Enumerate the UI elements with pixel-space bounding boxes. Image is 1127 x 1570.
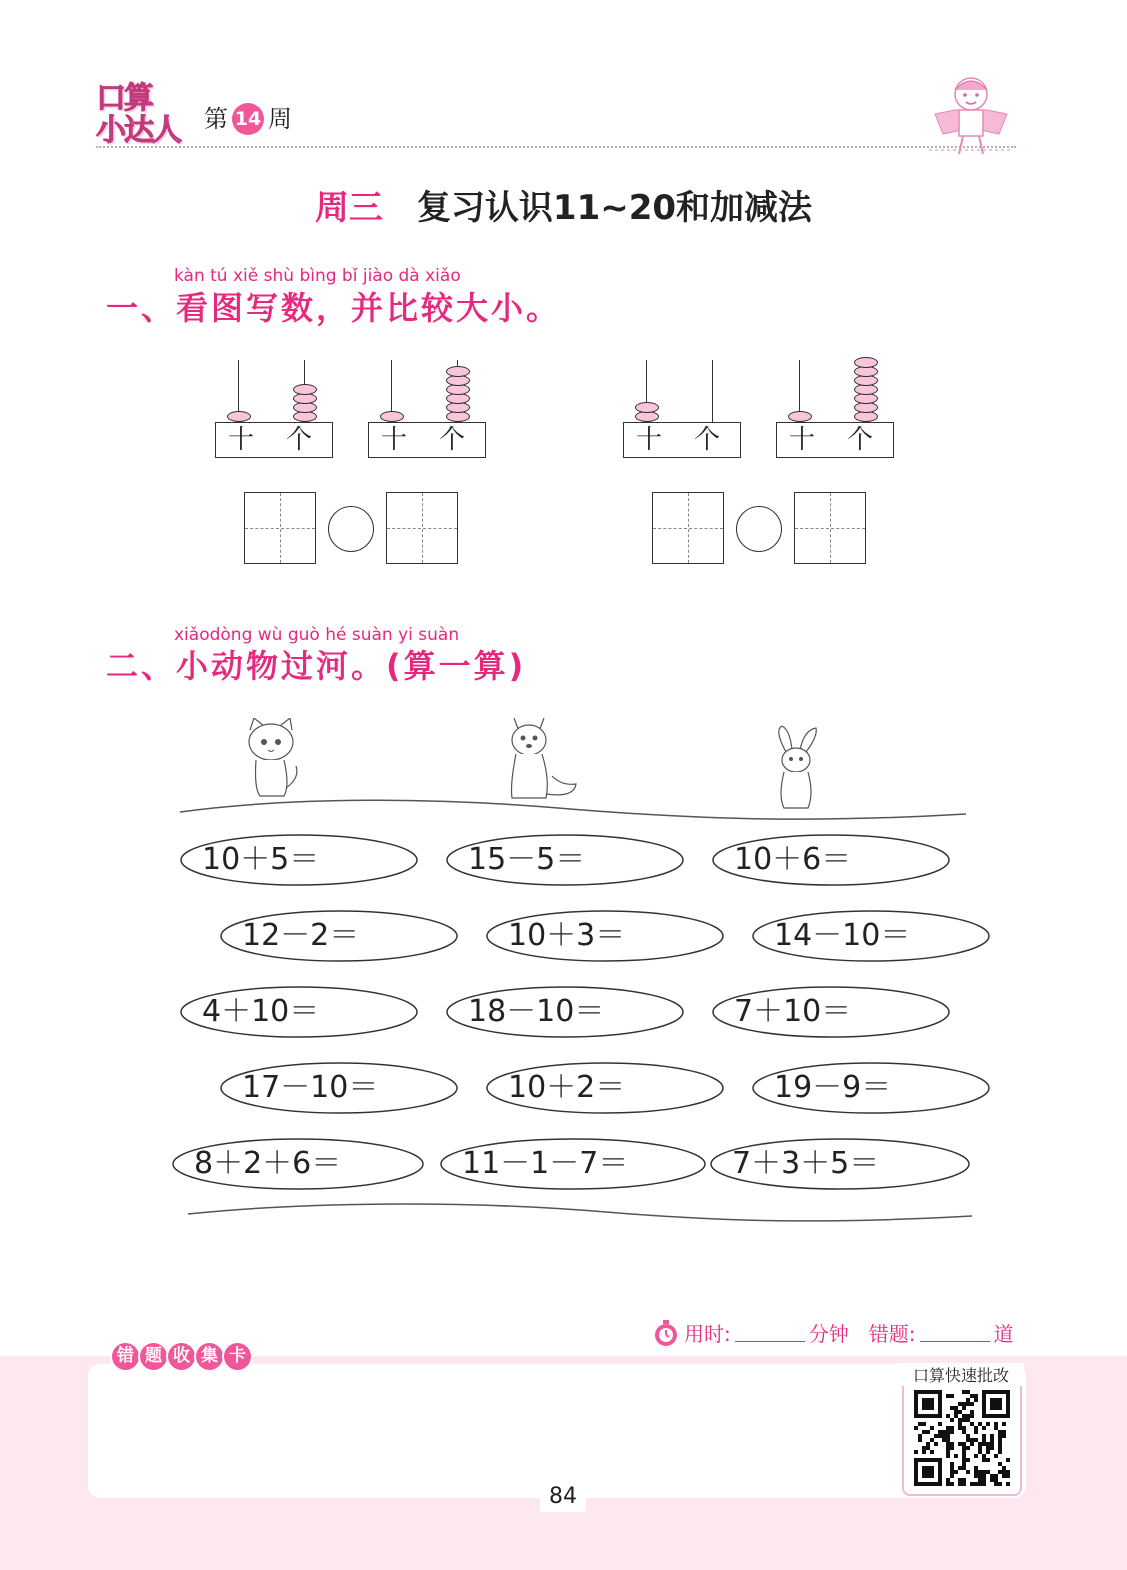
qr-code-frame[interactable] (902, 1380, 1022, 1496)
brand-line2: 小达人 (96, 113, 180, 148)
badge-char: 错 (112, 1343, 139, 1370)
abacus-1 (215, 360, 333, 470)
problem-text: 15－5＝ (468, 842, 586, 877)
section2-title: 二、小动物过河。(算一算) (106, 647, 527, 685)
header-divider (96, 146, 1016, 148)
abacus-4 (776, 360, 894, 470)
problem-text: 7＋3＋5＝ (732, 1146, 880, 1181)
problem-oval[interactable] (710, 1138, 970, 1190)
section1-pinyin: kàn tú xiě shù bìng bǐ jiào dà xiǎo (174, 266, 461, 286)
tens-label: 十 (636, 425, 663, 455)
ones-label: 个 (693, 425, 720, 455)
day-label: 周三 (314, 188, 383, 228)
qr-code-icon (914, 1390, 1010, 1486)
tens-label: 十 (789, 425, 816, 455)
problem-oval[interactable] (752, 1062, 990, 1114)
river-bank-bottom (186, 1196, 976, 1226)
problem-text: 7＋10＝ (734, 994, 852, 1029)
problem-text: 14－10＝ (774, 918, 911, 953)
ones-label: 个 (285, 425, 312, 455)
tens-label: 十 (228, 425, 255, 455)
problem-text: 10＋6＝ (734, 842, 852, 877)
section2-pinyin: xiǎodòng wù guò hé suàn yi suàn (174, 625, 460, 645)
problem-text: 17－10＝ (242, 1070, 379, 1105)
problem-oval[interactable] (712, 986, 950, 1038)
problem-text: 18－10＝ (468, 994, 605, 1029)
page-title (0, 186, 1127, 230)
brand-line1: 口算 (96, 81, 152, 116)
abacus-bead (380, 411, 404, 422)
abacus-bead (446, 366, 470, 377)
problem-text: 11－1－7＝ (462, 1146, 629, 1181)
problem-text: 10＋5＝ (202, 842, 320, 877)
problem-oval[interactable] (486, 910, 724, 962)
errors-label: 错题: (868, 1322, 916, 1346)
brand-logo (96, 82, 180, 150)
problem-oval[interactable] (446, 986, 684, 1038)
problem-text: 19－9＝ (774, 1070, 892, 1105)
problem-text: 10＋3＝ (508, 918, 626, 953)
abacus-bead (227, 411, 251, 422)
problem-oval[interactable] (446, 834, 684, 886)
abacus-2 (368, 360, 486, 470)
ones-label: 个 (438, 425, 465, 455)
problem-oval[interactable] (220, 1062, 458, 1114)
problem-oval[interactable] (486, 1062, 724, 1114)
errors-blank[interactable] (920, 1323, 990, 1342)
errors-unit: 道 (993, 1322, 1014, 1346)
time-label: 用时: (684, 1322, 731, 1346)
compare-circle[interactable] (328, 506, 374, 552)
problem-text: 4＋10＝ (202, 994, 320, 1029)
problem-oval[interactable] (180, 834, 418, 886)
title-text: 复习认识11~20和加减法 (416, 188, 813, 228)
page-number: 84 (540, 1480, 586, 1512)
answer-box[interactable] (652, 492, 724, 564)
river-bank-top (178, 794, 970, 824)
problem-text: 10＋2＝ (508, 1070, 626, 1105)
abacus-bead (788, 411, 812, 422)
time-blank[interactable] (735, 1323, 805, 1342)
compare-circle[interactable] (736, 506, 782, 552)
week-number-badge: 14 (232, 103, 264, 135)
badge-char: 卡 (224, 1343, 251, 1370)
week-suffix: 周 (268, 105, 292, 133)
answer-box[interactable] (386, 492, 458, 564)
dog-illustration (502, 714, 580, 802)
badge-char: 集 (196, 1343, 223, 1370)
problem-oval[interactable] (440, 1138, 706, 1190)
problem-oval[interactable] (712, 834, 950, 886)
abacus-bead (854, 357, 878, 368)
qr-label: 口算快速批改 (898, 1363, 1024, 1386)
answer-box[interactable] (794, 492, 866, 564)
problem-oval[interactable] (220, 910, 458, 962)
error-collection-area[interactable] (88, 1364, 1026, 1498)
week-indicator (204, 102, 292, 136)
badge-char: 题 (140, 1343, 167, 1370)
abacus-bead (635, 402, 659, 413)
tens-label: 十 (381, 425, 408, 455)
timer-row (652, 1318, 1014, 1347)
section1-title: 一、看图写数，并比较大小。 (106, 289, 562, 327)
problem-oval[interactable] (752, 910, 990, 962)
problem-oval[interactable] (172, 1138, 424, 1190)
problem-oval[interactable] (180, 986, 418, 1038)
stopwatch-icon (652, 1319, 680, 1347)
mascot-illustration (925, 70, 1017, 158)
error-card-badge (112, 1343, 252, 1370)
badge-char: 收 (168, 1343, 195, 1370)
problem-text: 12－2＝ (242, 918, 360, 953)
abacus-3 (623, 360, 741, 470)
week-prefix: 第 (204, 105, 228, 133)
cat-illustration (240, 718, 304, 800)
ones-label: 个 (846, 425, 873, 455)
answer-box[interactable] (244, 492, 316, 564)
problem-text: 8＋2＋6＝ (194, 1146, 342, 1181)
abacus-bead (293, 384, 317, 395)
time-unit: 分钟 (808, 1322, 849, 1346)
